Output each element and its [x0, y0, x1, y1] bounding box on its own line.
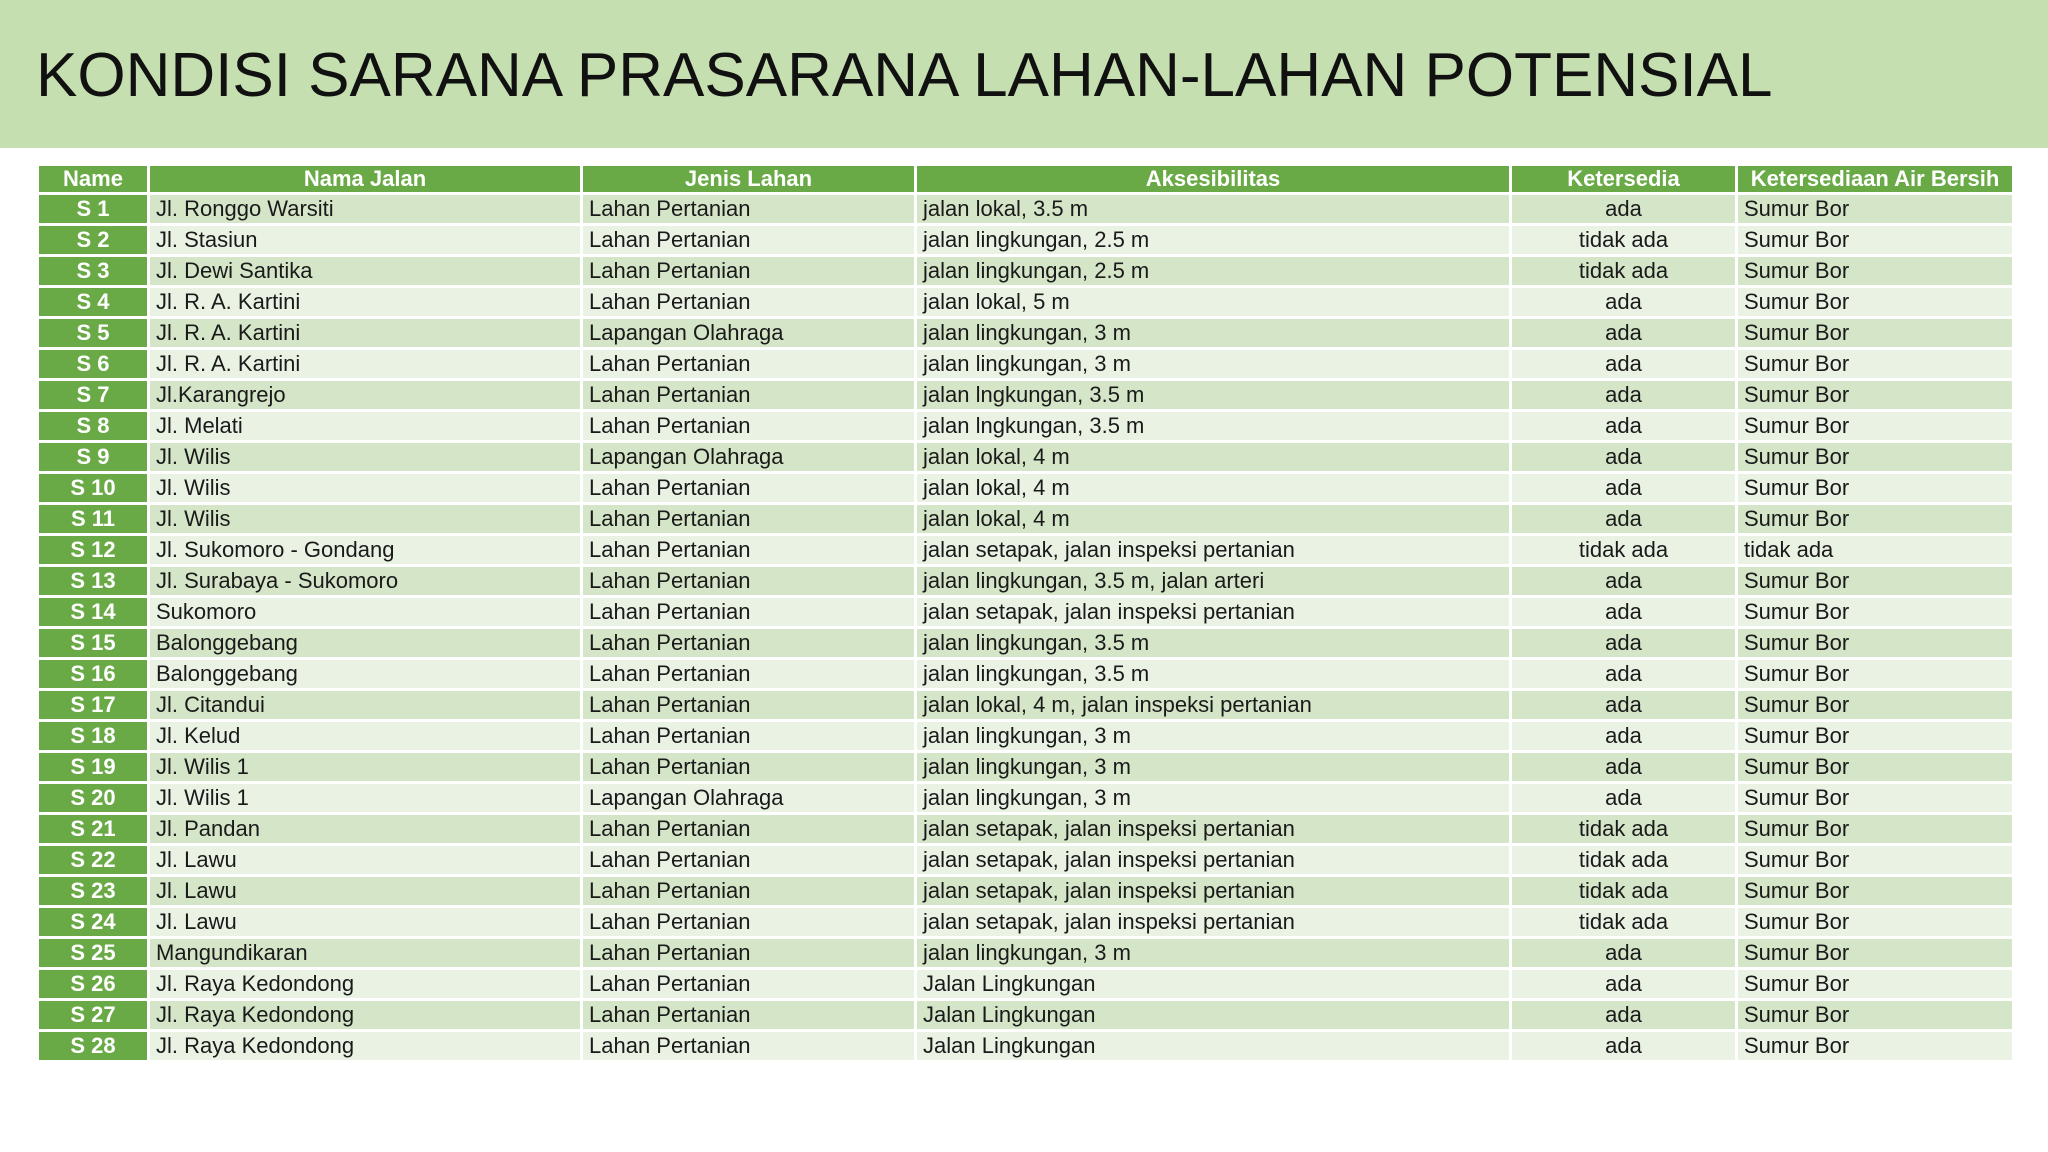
air-bersih-cell: Sumur Bor: [1738, 970, 2012, 998]
nama-jalan-cell: Jl. Wilis: [150, 505, 580, 533]
aksesibilitas-cell: Jalan Lingkungan: [917, 1032, 1509, 1060]
column-header-nama-jalan: Nama Jalan: [150, 166, 580, 192]
air-bersih-cell: Sumur Bor: [1738, 691, 2012, 719]
nama-jalan-cell: Mangundikaran: [150, 939, 580, 967]
ketersedia-cell: ada: [1512, 598, 1735, 626]
air-bersih-cell: Sumur Bor: [1738, 505, 2012, 533]
air-bersih-cell: Sumur Bor: [1738, 660, 2012, 688]
table-row: [39, 970, 2012, 998]
jenis-lahan-cell: Lahan Pertanian: [583, 1032, 914, 1060]
ketersedia-cell: ada: [1512, 288, 1735, 316]
aksesibilitas-cell: jalan lokal, 5 m: [917, 288, 1509, 316]
air-bersih-cell: Sumur Bor: [1738, 412, 2012, 440]
aksesibilitas-cell: jalan lngkungan, 3.5 m: [917, 381, 1509, 409]
table-row: [39, 381, 2012, 409]
aksesibilitas-cell: jalan setapak, jalan inspeksi pertanian: [917, 908, 1509, 936]
row-id: S 5: [39, 319, 147, 347]
table-header-row: [39, 166, 2012, 192]
row-id: S 26: [39, 970, 147, 998]
air-bersih-cell: Sumur Bor: [1738, 846, 2012, 874]
jenis-lahan-cell: Lahan Pertanian: [583, 846, 914, 874]
aksesibilitas-cell: jalan lingkungan, 3.5 m: [917, 629, 1509, 657]
ketersedia-cell: ada: [1512, 753, 1735, 781]
air-bersih-cell: Sumur Bor: [1738, 257, 2012, 285]
air-bersih-cell: Sumur Bor: [1738, 939, 2012, 967]
table-row: [39, 257, 2012, 285]
table-body: [39, 195, 2012, 1060]
jenis-lahan-cell: Lahan Pertanian: [583, 815, 914, 843]
aksesibilitas-cell: jalan lokal, 4 m: [917, 474, 1509, 502]
nama-jalan-cell: Balonggebang: [150, 629, 580, 657]
aksesibilitas-cell: jalan lingkungan, 3 m: [917, 753, 1509, 781]
sarana-table: [36, 163, 2015, 1063]
row-id: S 13: [39, 567, 147, 595]
air-bersih-cell: Sumur Bor: [1738, 753, 2012, 781]
aksesibilitas-cell: jalan lingkungan, 3 m: [917, 319, 1509, 347]
ketersedia-cell: tidak ada: [1512, 846, 1735, 874]
row-id: S 24: [39, 908, 147, 936]
table-row: [39, 288, 2012, 316]
column-header-name: Name: [39, 166, 147, 192]
nama-jalan-cell: Sukomoro: [150, 598, 580, 626]
ketersedia-cell: ada: [1512, 381, 1735, 409]
air-bersih-cell: Sumur Bor: [1738, 288, 2012, 316]
nama-jalan-cell: Jl. Pandan: [150, 815, 580, 843]
jenis-lahan-cell: Lahan Pertanian: [583, 908, 914, 936]
ketersedia-cell: ada: [1512, 195, 1735, 223]
aksesibilitas-cell: jalan lokal, 4 m: [917, 443, 1509, 471]
air-bersih-cell: Sumur Bor: [1738, 815, 2012, 843]
jenis-lahan-cell: Lahan Pertanian: [583, 877, 914, 905]
row-id: S 16: [39, 660, 147, 688]
row-id: S 20: [39, 784, 147, 812]
nama-jalan-cell: Jl. Stasiun: [150, 226, 580, 254]
air-bersih-cell: Sumur Bor: [1738, 319, 2012, 347]
nama-jalan-cell: Jl. Raya Kedondong: [150, 970, 580, 998]
table-row: [39, 195, 2012, 223]
page-title: KONDISI SARANA PRASARANA LAHAN-LAHAN POTENSIAL: [36, 41, 1773, 110]
table-row: [39, 505, 2012, 533]
ketersedia-cell: ada: [1512, 722, 1735, 750]
jenis-lahan-cell: Lahan Pertanian: [583, 412, 914, 440]
jenis-lahan-cell: Lahan Pertanian: [583, 505, 914, 533]
table-row: [39, 536, 2012, 564]
ketersedia-cell: tidak ada: [1512, 815, 1735, 843]
table-row: [39, 908, 2012, 936]
table-row: [39, 939, 2012, 967]
aksesibilitas-cell: jalan lokal, 4 m: [917, 505, 1509, 533]
aksesibilitas-cell: jalan lngkungan, 3.5 m: [917, 412, 1509, 440]
aksesibilitas-cell: jalan setapak, jalan inspeksi pertanian: [917, 846, 1509, 874]
row-id: S 14: [39, 598, 147, 626]
nama-jalan-cell: Jl. Melati: [150, 412, 580, 440]
jenis-lahan-cell: Lapangan Olahraga: [583, 784, 914, 812]
air-bersih-cell: Sumur Bor: [1738, 784, 2012, 812]
table-row: [39, 877, 2012, 905]
jenis-lahan-cell: Lapangan Olahraga: [583, 443, 914, 471]
nama-jalan-cell: Jl. Ronggo Warsiti: [150, 195, 580, 223]
column-header-jenis-lahan: Jenis Lahan: [583, 166, 914, 192]
ketersedia-cell: ada: [1512, 784, 1735, 812]
aksesibilitas-cell: jalan lingkungan, 3.5 m, jalan arteri: [917, 567, 1509, 595]
air-bersih-cell: Sumur Bor: [1738, 567, 2012, 595]
row-id: S 11: [39, 505, 147, 533]
table-row: [39, 1001, 2012, 1029]
nama-jalan-cell: Jl. Wilis: [150, 474, 580, 502]
nama-jalan-cell: Jl. R. A. Kartini: [150, 350, 580, 378]
title-bar: [0, 0, 2048, 148]
row-id: S 6: [39, 350, 147, 378]
jenis-lahan-cell: Lahan Pertanian: [583, 536, 914, 564]
air-bersih-cell: Sumur Bor: [1738, 629, 2012, 657]
jenis-lahan-cell: Lahan Pertanian: [583, 722, 914, 750]
column-header-ketersedia: Ketersedia: [1512, 166, 1735, 192]
ketersedia-cell: ada: [1512, 1001, 1735, 1029]
table-row: [39, 226, 2012, 254]
jenis-lahan-cell: Lahan Pertanian: [583, 381, 914, 409]
row-id: S 25: [39, 939, 147, 967]
air-bersih-cell: Sumur Bor: [1738, 350, 2012, 378]
jenis-lahan-cell: Lahan Pertanian: [583, 939, 914, 967]
ketersedia-cell: ada: [1512, 939, 1735, 967]
table-row: [39, 784, 2012, 812]
air-bersih-cell: Sumur Bor: [1738, 908, 2012, 936]
nama-jalan-cell: Jl. R. A. Kartini: [150, 288, 580, 316]
nama-jalan-cell: Jl. Sukomoro - Gondang: [150, 536, 580, 564]
nama-jalan-cell: Jl. Citandui: [150, 691, 580, 719]
ketersedia-cell: ada: [1512, 319, 1735, 347]
row-id: S 7: [39, 381, 147, 409]
aksesibilitas-cell: jalan lingkungan, 2.5 m: [917, 226, 1509, 254]
nama-jalan-cell: Jl. Raya Kedondong: [150, 1032, 580, 1060]
row-id: S 23: [39, 877, 147, 905]
nama-jalan-cell: Jl. Lawu: [150, 846, 580, 874]
nama-jalan-cell: Balonggebang: [150, 660, 580, 688]
row-id: S 8: [39, 412, 147, 440]
jenis-lahan-cell: Lahan Pertanian: [583, 1001, 914, 1029]
row-id: S 1: [39, 195, 147, 223]
jenis-lahan-cell: Lahan Pertanian: [583, 474, 914, 502]
row-id: S 4: [39, 288, 147, 316]
air-bersih-cell: Sumur Bor: [1738, 877, 2012, 905]
row-id: S 9: [39, 443, 147, 471]
aksesibilitas-cell: jalan lingkungan, 3 m: [917, 350, 1509, 378]
air-bersih-cell: tidak ada: [1738, 536, 2012, 564]
table-row: [39, 319, 2012, 347]
table-row: [39, 474, 2012, 502]
row-id: S 2: [39, 226, 147, 254]
ketersedia-cell: ada: [1512, 474, 1735, 502]
air-bersih-cell: Sumur Bor: [1738, 443, 2012, 471]
aksesibilitas-cell: jalan setapak, jalan inspeksi pertanian: [917, 815, 1509, 843]
jenis-lahan-cell: Lahan Pertanian: [583, 567, 914, 595]
nama-jalan-cell: Jl. Wilis 1: [150, 753, 580, 781]
air-bersih-cell: Sumur Bor: [1738, 1001, 2012, 1029]
aksesibilitas-cell: jalan lokal, 4 m, jalan inspeksi pertanian: [917, 691, 1509, 719]
ketersedia-cell: ada: [1512, 970, 1735, 998]
column-header-aksesibilitas: Aksesibilitas: [917, 166, 1509, 192]
ketersedia-cell: ada: [1512, 412, 1735, 440]
ketersedia-cell: ada: [1512, 660, 1735, 688]
ketersedia-cell: ada: [1512, 567, 1735, 595]
jenis-lahan-cell: Lahan Pertanian: [583, 660, 914, 688]
nama-jalan-cell: Jl. R. A. Kartini: [150, 319, 580, 347]
jenis-lahan-cell: Lahan Pertanian: [583, 691, 914, 719]
row-id: S 18: [39, 722, 147, 750]
aksesibilitas-cell: jalan lingkungan, 3 m: [917, 939, 1509, 967]
nama-jalan-cell: Jl. Raya Kedondong: [150, 1001, 580, 1029]
row-id: S 27: [39, 1001, 147, 1029]
ketersedia-cell: ada: [1512, 505, 1735, 533]
table-row: [39, 1032, 2012, 1060]
air-bersih-cell: Sumur Bor: [1738, 1032, 2012, 1060]
aksesibilitas-cell: jalan lingkungan, 2.5 m: [917, 257, 1509, 285]
air-bersih-cell: Sumur Bor: [1738, 722, 2012, 750]
air-bersih-cell: Sumur Bor: [1738, 226, 2012, 254]
row-id: S 21: [39, 815, 147, 843]
row-id: S 3: [39, 257, 147, 285]
air-bersih-cell: Sumur Bor: [1738, 381, 2012, 409]
air-bersih-cell: Sumur Bor: [1738, 195, 2012, 223]
jenis-lahan-cell: Lahan Pertanian: [583, 629, 914, 657]
table-row: [39, 846, 2012, 874]
jenis-lahan-cell: Lahan Pertanian: [583, 598, 914, 626]
aksesibilitas-cell: jalan setapak, jalan inspeksi pertanian: [917, 877, 1509, 905]
aksesibilitas-cell: jalan setapak, jalan inspeksi pertanian: [917, 536, 1509, 564]
aksesibilitas-cell: jalan lingkungan, 3 m: [917, 784, 1509, 812]
table-row: [39, 443, 2012, 471]
ketersedia-cell: tidak ada: [1512, 536, 1735, 564]
row-id: S 22: [39, 846, 147, 874]
nama-jalan-cell: Jl. Lawu: [150, 908, 580, 936]
aksesibilitas-cell: Jalan Lingkungan: [917, 1001, 1509, 1029]
table-row: [39, 350, 2012, 378]
row-id: S 12: [39, 536, 147, 564]
jenis-lahan-cell: Lahan Pertanian: [583, 753, 914, 781]
air-bersih-cell: Sumur Bor: [1738, 474, 2012, 502]
ketersedia-cell: tidak ada: [1512, 877, 1735, 905]
aksesibilitas-cell: jalan lingkungan, 3 m: [917, 722, 1509, 750]
nama-jalan-cell: Jl. Wilis 1: [150, 784, 580, 812]
nama-jalan-cell: Jl. Surabaya - Sukomoro: [150, 567, 580, 595]
nama-jalan-cell: Jl. Lawu: [150, 877, 580, 905]
column-header-air-bersih: Ketersediaan Air Bersih: [1738, 166, 2012, 192]
aksesibilitas-cell: jalan setapak, jalan inspeksi pertanian: [917, 598, 1509, 626]
ketersedia-cell: ada: [1512, 1032, 1735, 1060]
ketersedia-cell: ada: [1512, 350, 1735, 378]
aksesibilitas-cell: jalan lokal, 3.5 m: [917, 195, 1509, 223]
table-row: [39, 412, 2012, 440]
jenis-lahan-cell: Lahan Pertanian: [583, 288, 914, 316]
table-row: [39, 753, 2012, 781]
aksesibilitas-cell: Jalan Lingkungan: [917, 970, 1509, 998]
row-id: S 19: [39, 753, 147, 781]
aksesibilitas-cell: jalan lingkungan, 3.5 m: [917, 660, 1509, 688]
jenis-lahan-cell: Lapangan Olahraga: [583, 319, 914, 347]
nama-jalan-cell: Jl. Dewi Santika: [150, 257, 580, 285]
table-row: [39, 815, 2012, 843]
table-row: [39, 629, 2012, 657]
row-id: S 17: [39, 691, 147, 719]
ketersedia-cell: tidak ada: [1512, 257, 1735, 285]
table-row: [39, 660, 2012, 688]
row-id: S 10: [39, 474, 147, 502]
table-row: [39, 722, 2012, 750]
nama-jalan-cell: Jl.Karangrejo: [150, 381, 580, 409]
air-bersih-cell: Sumur Bor: [1738, 598, 2012, 626]
row-id: S 28: [39, 1032, 147, 1060]
ketersedia-cell: ada: [1512, 443, 1735, 471]
table-row: [39, 691, 2012, 719]
ketersedia-cell: tidak ada: [1512, 226, 1735, 254]
jenis-lahan-cell: Lahan Pertanian: [583, 257, 914, 285]
jenis-lahan-cell: Lahan Pertanian: [583, 226, 914, 254]
jenis-lahan-cell: Lahan Pertanian: [583, 970, 914, 998]
table-row: [39, 567, 2012, 595]
nama-jalan-cell: Jl. Kelud: [150, 722, 580, 750]
nama-jalan-cell: Jl. Wilis: [150, 443, 580, 471]
ketersedia-cell: tidak ada: [1512, 908, 1735, 936]
table-row: [39, 598, 2012, 626]
ketersedia-cell: ada: [1512, 629, 1735, 657]
row-id: S 15: [39, 629, 147, 657]
jenis-lahan-cell: Lahan Pertanian: [583, 195, 914, 223]
jenis-lahan-cell: Lahan Pertanian: [583, 350, 914, 378]
ketersedia-cell: ada: [1512, 691, 1735, 719]
